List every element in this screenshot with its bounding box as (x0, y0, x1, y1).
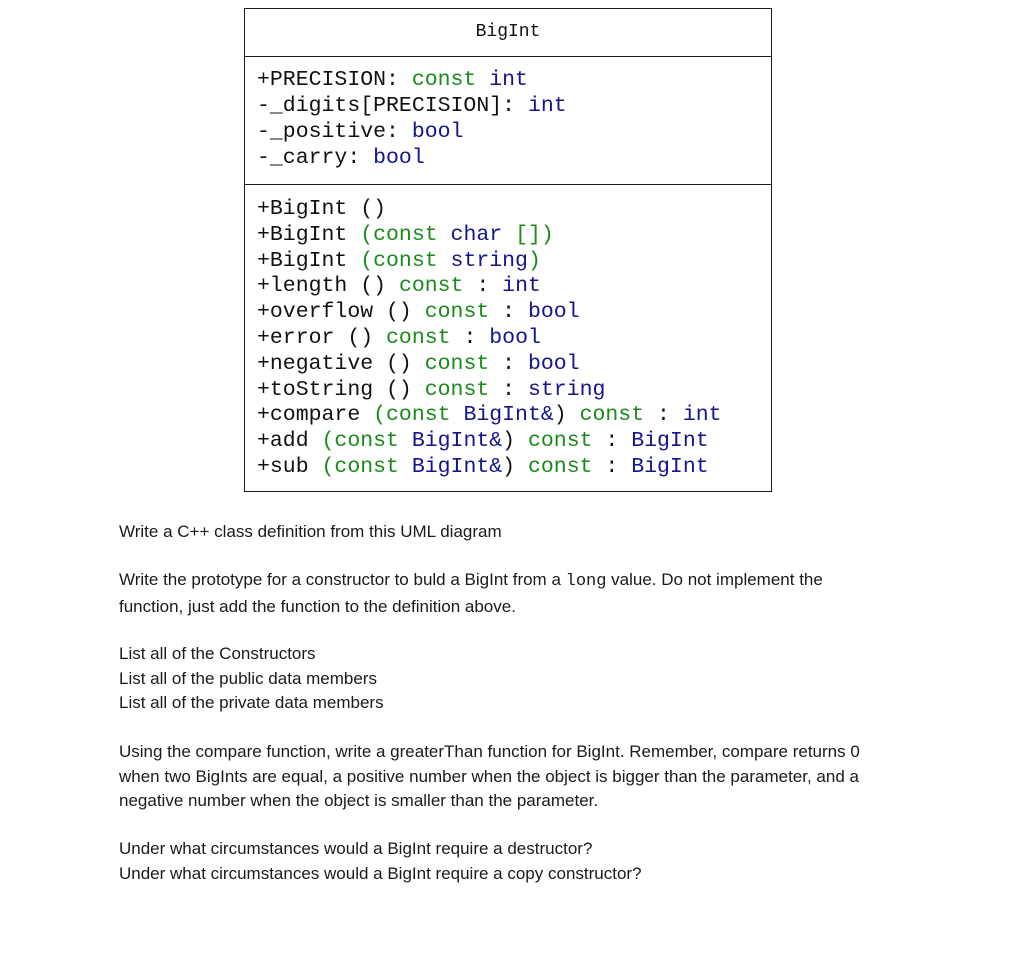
uml-operation-segment: string (527, 377, 606, 402)
uml-operation-segment: (const (360, 248, 451, 273)
uml-operation-segment: : (502, 377, 528, 402)
uml-attribute-row (257, 93, 771, 119)
uml-class-box (244, 8, 772, 492)
uml-operation-segment: +BigInt () (257, 197, 387, 221)
uml-operation-row (257, 403, 771, 429)
question-5-line-1: Under what circumstances would a BigInt require a destructor? (119, 839, 593, 858)
uml-operation-segment: bool (527, 351, 580, 376)
uml-operation-segment: +compare (257, 403, 374, 428)
question-list-members (119, 642, 889, 716)
uml-operation-segment: []) (515, 222, 554, 247)
uml-operation-row (257, 300, 771, 326)
uml-operation-segment: +error () (257, 325, 387, 350)
uml-operation-segment: string (450, 248, 528, 273)
uml-operation-segment: bool (489, 325, 541, 350)
question-1-text: Write a C++ class definition from this UML diagram (119, 522, 502, 541)
uml-attribute-segment: -_carry: (257, 146, 374, 170)
uml-operation-row (257, 455, 771, 481)
question-2-text-before: Write the prototype for a constructor to buld a BigInt from a (119, 570, 566, 589)
question-3-line-3: List all of the private data members (119, 693, 384, 712)
uml-attribute-segment: bool (411, 120, 464, 144)
uml-operation-segment: const (579, 403, 658, 428)
uml-operation-segment: +negative () (257, 351, 425, 376)
question-3-line-2: List all of the public data members (119, 668, 377, 688)
uml-operation-segment: +overflow () (257, 300, 425, 325)
question-2-text-after: value. Do not implement the function, just add the function to the definition above. (119, 570, 823, 616)
uml-attributes-section (245, 57, 771, 185)
uml-operation-segment: : (502, 351, 528, 376)
uml-attribute-row (257, 145, 771, 171)
uml-operation-row (257, 274, 771, 300)
uml-operation-segment: +toString () (257, 377, 425, 402)
uml-attribute-segment: -_positive: (257, 120, 412, 144)
uml-operation-segment: BigInt (631, 454, 709, 479)
question-destructor-copy (119, 837, 889, 886)
uml-operation-row (257, 326, 771, 352)
uml-operation-segment: +length () (257, 274, 399, 299)
question-5-line-2: Under what circumstances would a BigInt require a copy constructor? (119, 863, 642, 883)
uml-operation-segment: BigInt& (411, 429, 503, 454)
uml-operation-row (257, 223, 771, 249)
uml-operation-segment: BigInt& (463, 403, 554, 428)
uml-operation-segment: : (605, 454, 632, 479)
uml-attribute-segment: int (527, 94, 567, 118)
uml-class-name: BigInt (245, 9, 771, 57)
uml-operation-segment: (const (321, 429, 412, 454)
uml-attribute-row (257, 67, 771, 93)
uml-attribute-segment: -_digits[PRECISION]: (257, 94, 528, 118)
uml-operation-segment: BigInt (631, 429, 709, 454)
uml-operation-segment: char (450, 222, 516, 247)
uml-operation-segment: const (424, 377, 503, 402)
uml-operation-segment: ) (502, 429, 528, 454)
uml-operation-segment: : (476, 274, 503, 299)
uml-operation-segment: ) (553, 403, 580, 428)
uml-operation-row (257, 197, 771, 223)
uml-operation-segment: (const (373, 403, 464, 428)
uml-operation-segment: const (424, 300, 503, 325)
uml-operation-row (257, 378, 771, 404)
uml-operation-segment: const (424, 351, 503, 376)
uml-operation-segment: +sub (257, 454, 322, 479)
uml-operation-row (257, 352, 771, 378)
code-long: long (565, 572, 607, 591)
uml-operations-section (245, 185, 771, 491)
question-constructor-prototype (119, 568, 889, 619)
uml-operation-segment: const (398, 274, 477, 299)
uml-operation-segment: int (682, 403, 722, 428)
uml-operation-segment: const (527, 429, 606, 454)
question-greater-than (119, 740, 889, 814)
uml-attribute-segment: int (489, 68, 528, 92)
uml-operation-row (257, 429, 771, 455)
question-class-definition (119, 520, 889, 545)
uml-operation-segment: const (386, 325, 464, 350)
uml-operation-segment: : (605, 429, 632, 454)
question-3-line-1: List all of the Constructors (119, 644, 316, 663)
uml-operation-segment: ) (527, 248, 541, 273)
uml-attribute-row (257, 119, 771, 145)
uml-operation-segment: ) (502, 454, 528, 479)
uml-attribute-segment: bool (373, 146, 425, 170)
uml-operation-segment: +add (257, 429, 322, 454)
question-4-text: Using the compare function, write a greaterThan function for BigInt. Remember, compare returns 0 when two BigInts are equal, a positive number when the object is bigger than the parameter, and a negative number when the object is smaller than the parameter. (119, 742, 860, 810)
uml-operation-segment: bool (527, 300, 580, 325)
uml-operation-segment: +BigInt (257, 222, 361, 247)
uml-operation-segment: BigInt& (411, 454, 503, 479)
uml-attribute-segment: +PRECISION: (257, 68, 412, 92)
uml-operation-row (257, 249, 771, 275)
uml-attribute-segment: const (411, 68, 490, 92)
uml-operation-segment: (const (321, 454, 412, 479)
uml-operation-segment: int (502, 274, 541, 299)
uml-operation-segment: (const (360, 222, 451, 247)
uml-operation-segment: +BigInt (257, 248, 361, 273)
uml-operation-segment: : (502, 300, 528, 325)
question-2-text (119, 568, 889, 619)
uml-operation-segment: : (657, 403, 683, 428)
uml-operation-segment: : (463, 325, 490, 350)
uml-operation-segment: const (527, 454, 606, 479)
